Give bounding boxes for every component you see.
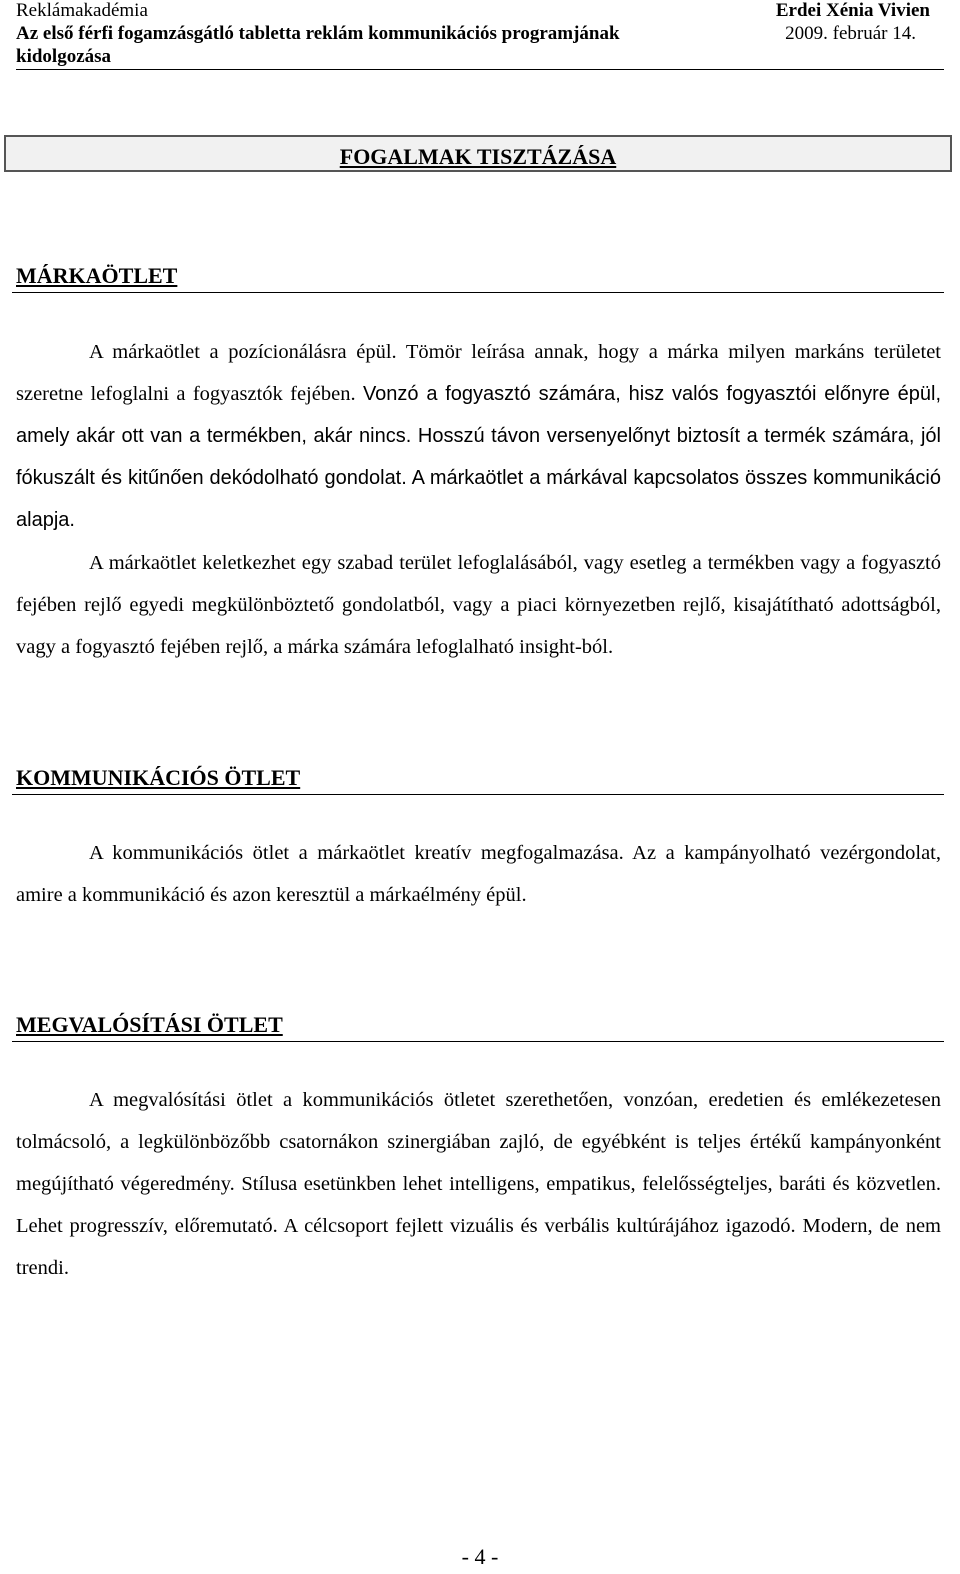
header-date: 2009. február 14. [785, 23, 916, 44]
header-document-title: Az első férfi fogamzásgátló tabletta reklám kommunikációs programjának [16, 23, 620, 44]
paragraph-markaotlet-1-sans: Vonzó a fogyasztó számára, hisz valós fogyasztói előnyre épül, amely akár ott van a termékben, akár nincs. Hosszú távon versenyelőnyt biztosít a termék számára, jól fókuszált és kitűnően dekódolható gondolat. A márkaötlet a márkával kapcsolatos összes kommunikáció alapja. [16, 383, 941, 531]
section-title-megvalositasi-otlet: MEGVALÓSÍTÁSI ÖTLET [12, 1011, 944, 1042]
section-title-kommunikacios-otlet: KOMMUNIKÁCIÓS ÖTLET [12, 764, 944, 795]
paragraph-markaotlet-1-serif: A márkaötlet a pozícionálásra épül. Tömör leírása annak, hogy a márka milyen markáns területet szeretne lefoglalni a fogyasztók fejében. [16, 341, 941, 405]
page-header [16, 0, 944, 70]
paragraph-markaotlet-1 [16, 331, 941, 541]
section-title-markaotlet: MÁRKAÖTLET [12, 262, 944, 293]
header-author: Erdei Xénia Vivien [775, 0, 930, 21]
paragraph-megvalositasi-otlet-text: A megvalósítási ötlet a kommunikációs ötletet szerethetően, vonzóan, eredetien és emlékezetesen tolmácsoló, a legkülönbözőbb csatornákon szinergiában zajló, de egyébként is teljes értékű kampányonként megújítható végeredmény. Stílusa esetünkben lehet intelligens, empatikus, felelősségteljes, baráti és közvetlen. Lehet progresszív, előremutató. A célcsoport fejlett vizuális és verbális kultúrájához igazodó. Modern, de nem trendi. [16, 1089, 941, 1279]
paragraph-kommunikacios-otlet [16, 832, 941, 916]
paragraph-megvalositasi-otlet [16, 1079, 941, 1289]
main-title: FOGALMAK TISZTÁZÁSA [4, 135, 952, 172]
page-number: - 4 - [461, 1544, 499, 1569]
paragraph-kommunikacios-otlet-text: A kommunikációs ötlet a márkaötlet kreatív megfogalmazása. Az a kampányolható vezérgondolat, amire a kommunikáció és azon keresztül a márkaélmény épül. [16, 842, 941, 906]
header-institution: Reklámakadémia [16, 0, 148, 21]
paragraph-markaotlet-2-text: A márkaötlet keletkezhet egy szabad terület lefoglalásából, vagy esetleg a termékben vagy a fogyasztó fejében rejlő egyedi megkülönböztető gondolatból, vagy a piaci környezetben rejlő, kisajátítható adottságból, vagy a fogyasztó fejében rejlő, a márka számára lefoglalható insight-ból. [16, 552, 941, 658]
paragraph-markaotlet-2 [16, 542, 941, 668]
header-document-title-cont: kidolgozása [16, 46, 112, 67]
